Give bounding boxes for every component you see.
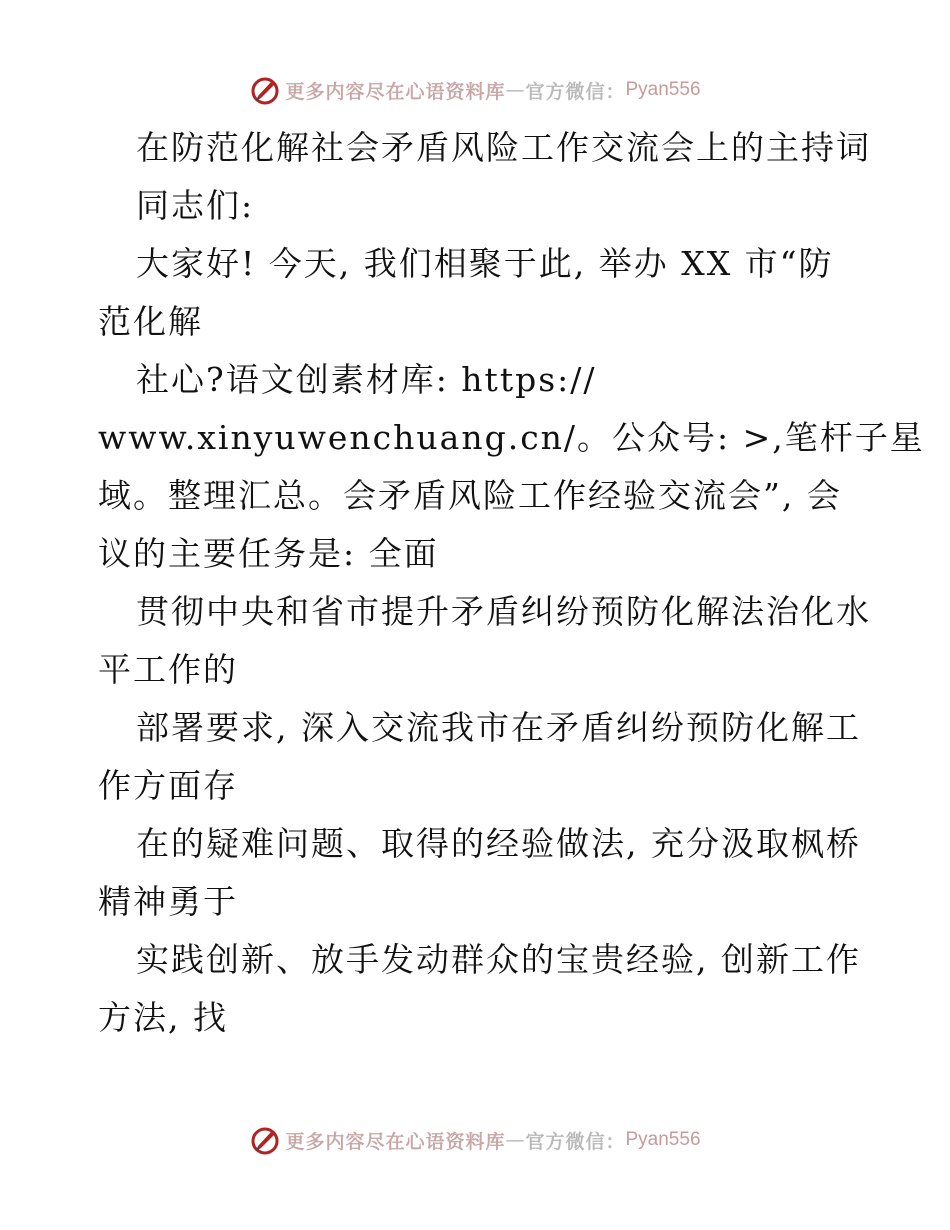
document-body (98, 119, 925, 1047)
text-line: 域。整理汇总。会矛盾风险工作经验交流会”, 会 (98, 476, 842, 515)
text-line: 同志们: (136, 186, 255, 225)
pen-logo-icon (249, 74, 281, 106)
text-line: 作方面存 (98, 766, 238, 805)
footer-banner-separator: — (505, 1129, 526, 1151)
text-line: 方法, 找 (98, 998, 228, 1037)
pen-logo-icon (249, 1124, 281, 1156)
footer-wechat-label: 官方微信： (525, 1130, 626, 1153)
text-line: 议的主要任务是: 全面 (98, 534, 439, 573)
footer-banner (0, 1122, 950, 1158)
text-line: 部署要求, 深入交流我市在矛盾纠纷预防化解工 (136, 708, 861, 747)
footer-wechat-id: Pyan556 (625, 1129, 701, 1150)
text-line: 在防范化解社会矛盾风险工作交流会上的主持词 (136, 128, 871, 167)
text-line: 平工作的 (98, 650, 238, 689)
text-line: 精神勇于 (98, 882, 238, 921)
text-line: 大家好! 今天, 我们相聚于此, 举办 XX 市“防 (136, 244, 834, 283)
header-wechat-id: Pyan556 (625, 79, 701, 100)
header-banner (0, 72, 950, 108)
text-line: 贯彻中央和省市提升矛盾纠纷预防化解法治化水 (136, 592, 871, 631)
text-line: 实践创新、放手发动群众的宝贵经验, 创新工作 (136, 940, 861, 979)
header-banner-text: 更多内容尽在心语资料库 (285, 80, 506, 103)
footer-banner-text: 更多内容尽在心语资料库 (285, 1130, 506, 1153)
text-line: 社心?语文创素材库: https:// (136, 360, 597, 399)
text-line: 在的疑难问题、取得的经验做法, 充分汲取枫桥 (136, 824, 861, 863)
text-line: www.xinyuwenchuang.cn/。公众号: >,笔杆子星 (98, 418, 925, 457)
header-wechat-label: 官方微信： (525, 80, 626, 103)
header-banner-separator: — (505, 79, 526, 101)
text-line: 范化解 (98, 302, 203, 341)
